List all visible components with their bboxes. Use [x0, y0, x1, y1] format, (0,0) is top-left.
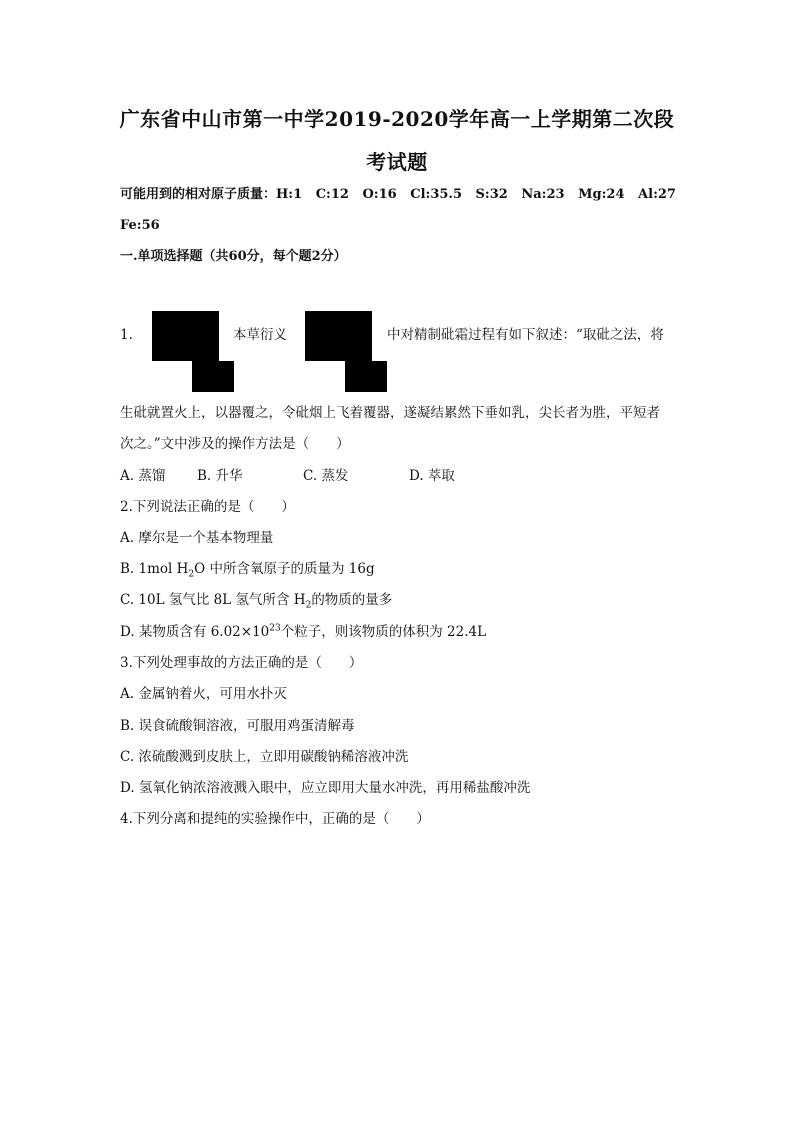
redacted-block [305, 311, 372, 361]
q2-option-b: B. 1mol $H_2O$ 中所含氧原子的质量为 16g [120, 561, 375, 580]
q4-stem: 4.下列分离和提纯的实验操作中，正确的是（ ） [120, 811, 430, 827]
atomic-mass-item: C:12 [315, 187, 349, 202]
q1-options [120, 466, 680, 486]
q3-option-a: A. 金属钠着火，可用水扑灭 [120, 686, 287, 702]
exam-title-line1: 广东省中山市第一中学2019-2020学年高一上学期第二次段 [119, 107, 675, 131]
redacted-block [192, 361, 234, 392]
section-heading: 一.单项选择题（共60分，每个题2分） [120, 249, 347, 264]
q2-option-c: C. 10L 氢气比 8L 氢气所含 $H_2$的物质的量多 [120, 592, 393, 611]
q2-option-a: A. 摩尔是一个基本物理量 [120, 530, 274, 546]
q1-option-a: A. 蒸馏 [120, 468, 166, 484]
redacted-block [345, 361, 387, 392]
atomic-mass-item: Na:23 [521, 187, 565, 202]
atomic-mass-tail: Fe:56 [120, 218, 160, 233]
q1-stem-part1: 中对精制砒霜过程有如下叙述：“取砒之法，将 [387, 327, 664, 343]
redacted-block [152, 311, 219, 361]
atomic-mass-item: Al:27 [638, 187, 676, 202]
atomic-mass-item: O:16 [362, 187, 397, 202]
q3-option-b: B. 误食硫酸铜溶液，可服用鸡蛋清解毒 [120, 718, 355, 734]
q2-stem: 2.下列说法正确的是（ ） [120, 499, 295, 515]
q1-stem-part2: 生砒就置火上，以器覆之，令砒烟上飞着覆器，遂凝结累然下垂如乳，尖长者为胜，平短者 [120, 405, 660, 421]
q3-option-c: C. 浓硫酸溅到皮肤上，立即用碳酸钠稀溶液冲洗 [120, 749, 409, 765]
q3-option-d: D. 氢氧化钠浓溶液溅入眼中，应立即用大量水冲洗，再用稀盐酸冲洗 [120, 780, 531, 796]
q1-book-name: 本草衍义 [233, 327, 287, 343]
q3-stem: 3.下列处理事故的方法正确的是（ ） [120, 655, 363, 671]
q1-option-d: D. 萃取 [409, 468, 455, 484]
q1-stem-part3: 次之。”文中涉及的操作方法是（ ） [120, 436, 350, 452]
q2-option-d: D. 某物质含有 $6.02\times 10^{23}$个粒子，则该物质的体积为 22.4L [120, 623, 487, 640]
atomic-mass-item: S:32 [475, 187, 508, 202]
atomic-mass-label: 可能用到的相对原子质量：H:1 [120, 187, 303, 202]
atomic-mass-item: Mg:24 [578, 187, 625, 202]
q1-option-c: C. 蒸发 [303, 468, 349, 484]
atomic-mass-line [120, 185, 676, 205]
atomic-mass-item: Cl:35.5 [410, 187, 462, 202]
q1-option-b: B. 升华 [197, 468, 243, 484]
exam-title-line2: 考试题 [366, 150, 428, 174]
q1-number: 1. [120, 327, 133, 343]
